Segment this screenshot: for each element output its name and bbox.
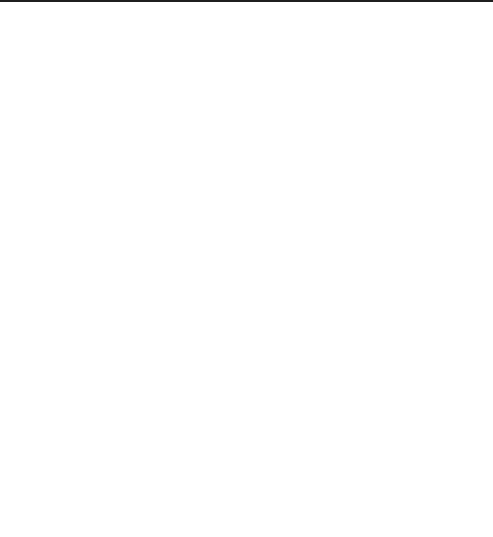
table-row: [0, 0, 493, 2]
